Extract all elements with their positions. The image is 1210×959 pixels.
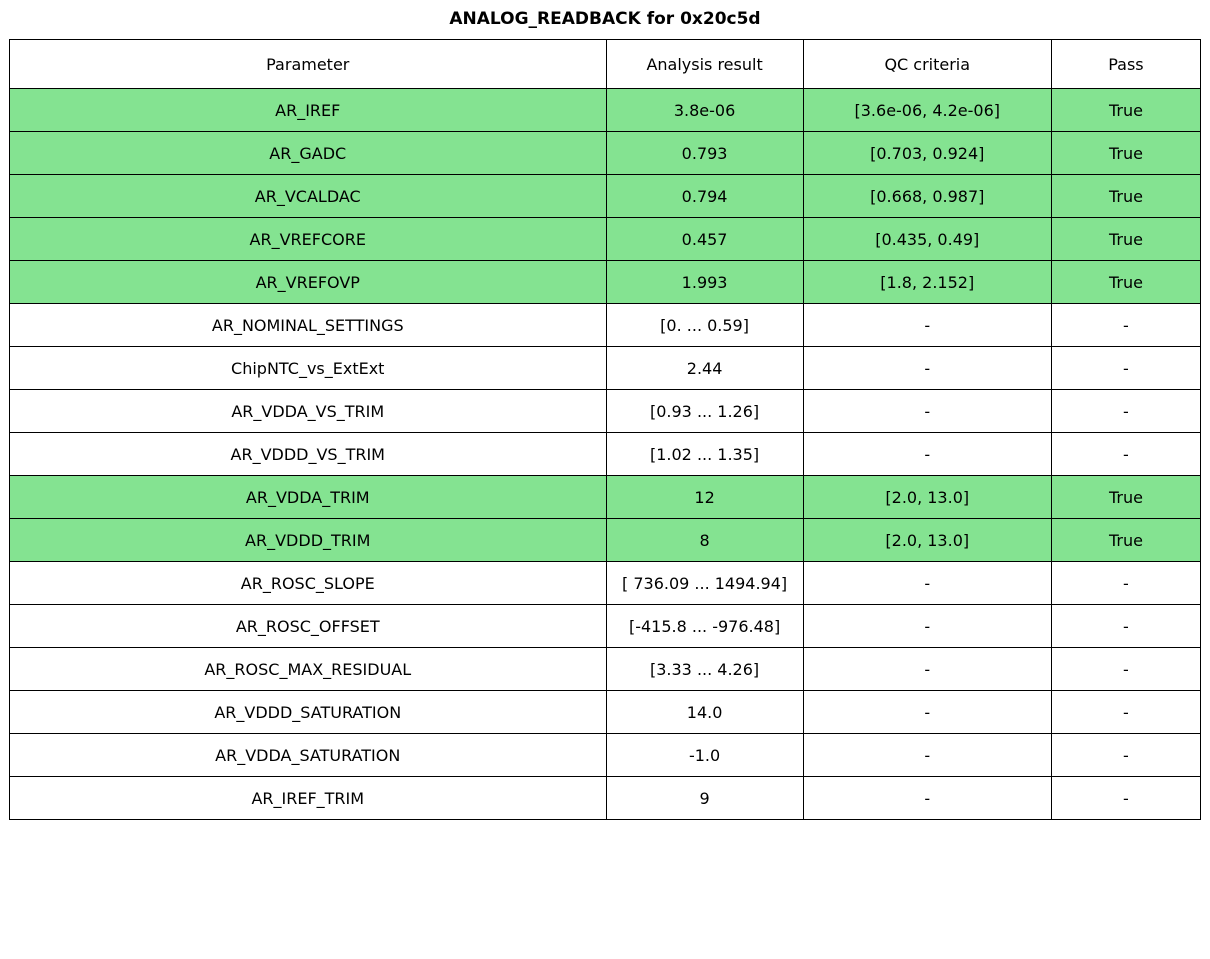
cell-pass: - <box>1051 390 1200 433</box>
cell-analysis-result: [0.93 ... 1.26] <box>606 390 803 433</box>
cell-qc-criteria: [0.703, 0.924] <box>803 132 1051 175</box>
cell-qc-criteria: [1.8, 2.152] <box>803 261 1051 304</box>
cell-parameter: AR_NOMINAL_SETTINGS <box>10 304 607 347</box>
table-row <box>10 218 1201 261</box>
cell-qc-criteria: - <box>803 648 1051 691</box>
cell-parameter: AR_VREFCORE <box>10 218 607 261</box>
cell-analysis-result: 14.0 <box>606 691 803 734</box>
cell-pass: - <box>1051 304 1200 347</box>
column-header-qc-criteria: QC criteria <box>803 40 1051 89</box>
cell-parameter: AR_GADC <box>10 132 607 175</box>
cell-pass: - <box>1051 347 1200 390</box>
cell-pass: - <box>1051 734 1200 777</box>
table-row <box>10 691 1201 734</box>
analog-readback-table <box>9 39 1201 820</box>
table-row <box>10 562 1201 605</box>
table-header-row <box>10 40 1201 89</box>
table-row <box>10 261 1201 304</box>
table-row <box>10 777 1201 820</box>
cell-parameter: AR_VCALDAC <box>10 175 607 218</box>
cell-pass: True <box>1051 261 1200 304</box>
cell-parameter: AR_VDDA_TRIM <box>10 476 607 519</box>
cell-qc-criteria: [2.0, 13.0] <box>803 519 1051 562</box>
cell-parameter: AR_VDDA_VS_TRIM <box>10 390 607 433</box>
cell-analysis-result: [1.02 ... 1.35] <box>606 433 803 476</box>
table-header <box>10 40 1201 89</box>
cell-parameter: AR_VDDA_SATURATION <box>10 734 607 777</box>
column-header-pass: Pass <box>1051 40 1200 89</box>
cell-parameter: AR_VDDD_VS_TRIM <box>10 433 607 476</box>
cell-qc-criteria: - <box>803 433 1051 476</box>
cell-qc-criteria: - <box>803 777 1051 820</box>
cell-analysis-result: 0.457 <box>606 218 803 261</box>
cell-analysis-result: 8 <box>606 519 803 562</box>
cell-parameter: AR_ROSC_OFFSET <box>10 605 607 648</box>
cell-qc-criteria: - <box>803 691 1051 734</box>
cell-parameter: ChipNTC_vs_ExtExt <box>10 347 607 390</box>
cell-pass: True <box>1051 175 1200 218</box>
table-row <box>10 519 1201 562</box>
table-row <box>10 648 1201 691</box>
table-row <box>10 605 1201 648</box>
cell-pass: - <box>1051 777 1200 820</box>
cell-qc-criteria: [0.668, 0.987] <box>803 175 1051 218</box>
cell-qc-criteria: [2.0, 13.0] <box>803 476 1051 519</box>
cell-qc-criteria: - <box>803 562 1051 605</box>
cell-parameter: AR_ROSC_SLOPE <box>10 562 607 605</box>
table-row <box>10 390 1201 433</box>
cell-analysis-result: 1.993 <box>606 261 803 304</box>
cell-pass: True <box>1051 519 1200 562</box>
cell-analysis-result: 9 <box>606 777 803 820</box>
cell-analysis-result: -1.0 <box>606 734 803 777</box>
column-header-parameter: Parameter <box>10 40 607 89</box>
cell-pass: - <box>1051 605 1200 648</box>
cell-pass: True <box>1051 89 1200 132</box>
cell-analysis-result: [0. ... 0.59] <box>606 304 803 347</box>
table-row <box>10 734 1201 777</box>
table-row <box>10 476 1201 519</box>
cell-pass: True <box>1051 218 1200 261</box>
cell-parameter: AR_ROSC_MAX_RESIDUAL <box>10 648 607 691</box>
cell-qc-criteria: [0.435, 0.49] <box>803 218 1051 261</box>
cell-qc-criteria: - <box>803 347 1051 390</box>
page-title: ANALOG_READBACK for 0x20c5d <box>449 9 761 29</box>
cell-parameter: AR_IREF_TRIM <box>10 777 607 820</box>
cell-qc-criteria: - <box>803 304 1051 347</box>
cell-qc-criteria: - <box>803 390 1051 433</box>
cell-pass: - <box>1051 433 1200 476</box>
table-row <box>10 347 1201 390</box>
cell-analysis-result: 2.44 <box>606 347 803 390</box>
cell-parameter: AR_IREF <box>10 89 607 132</box>
table-row <box>10 89 1201 132</box>
cell-parameter: AR_VDDD_TRIM <box>10 519 607 562</box>
cell-pass: - <box>1051 562 1200 605</box>
table-row <box>10 175 1201 218</box>
column-header-analysis-result: Analysis result <box>606 40 803 89</box>
cell-pass: - <box>1051 691 1200 734</box>
table-row <box>10 304 1201 347</box>
cell-qc-criteria: - <box>803 605 1051 648</box>
cell-pass: True <box>1051 476 1200 519</box>
table-row <box>10 132 1201 175</box>
cell-analysis-result: 0.793 <box>606 132 803 175</box>
cell-analysis-result: 12 <box>606 476 803 519</box>
cell-analysis-result: 3.8e-06 <box>606 89 803 132</box>
cell-pass: - <box>1051 648 1200 691</box>
cell-analysis-result: [-415.8 ... -976.48] <box>606 605 803 648</box>
cell-pass: True <box>1051 132 1200 175</box>
cell-analysis-result: 0.794 <box>606 175 803 218</box>
table-row <box>10 433 1201 476</box>
cell-analysis-result: [ 736.09 ... 1494.94] <box>606 562 803 605</box>
cell-parameter: AR_VREFOVP <box>10 261 607 304</box>
cell-qc-criteria: [3.6e-06, 4.2e-06] <box>803 89 1051 132</box>
cell-qc-criteria: - <box>803 734 1051 777</box>
table-body <box>10 89 1201 820</box>
cell-parameter: AR_VDDD_SATURATION <box>10 691 607 734</box>
cell-analysis-result: [3.33 ... 4.26] <box>606 648 803 691</box>
